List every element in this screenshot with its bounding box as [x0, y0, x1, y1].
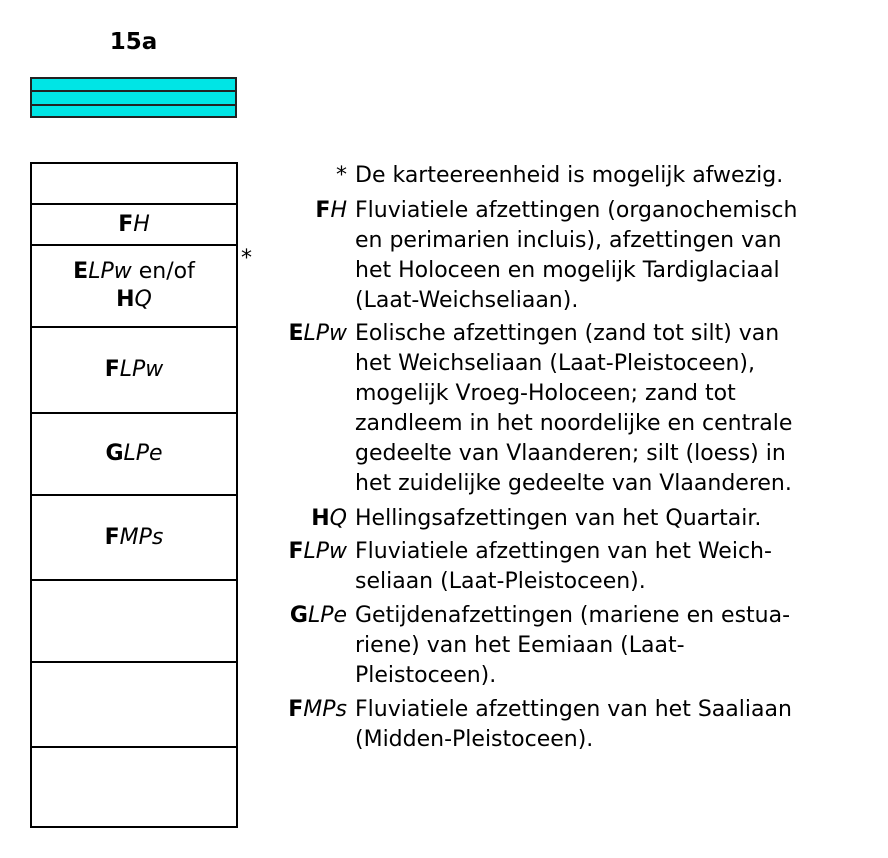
legend-code: ELPw: [288, 321, 347, 346]
legend-code: FLPw: [288, 539, 347, 564]
swatch-line: [32, 90, 235, 92]
stratigraphic-column: [30, 162, 238, 828]
legend-code: GLPe: [289, 603, 347, 628]
water-layer-swatch: [30, 77, 237, 118]
layer-cell-fh: [32, 205, 236, 246]
legend-description: Fluviatiele afzettingen van het Weich- seliaan (Laat-Pleistoceen).: [355, 539, 772, 594]
layer-code-bold: G: [105, 441, 124, 466]
legend-description: Hellingsafzettingen van het Quartair.: [355, 506, 762, 531]
legend-description: Fluviatiele afzettingen van het Saaliaan (Midden-Pleistoceen).: [355, 697, 792, 752]
diagram-title: 15a: [109, 29, 158, 55]
layer-cell-flpw: [32, 328, 236, 414]
layer-cell-7: [32, 581, 236, 663]
legend-description: De karteereenheid is mogelijk afwezig.: [355, 163, 784, 188]
optional-unit-asterisk: *: [241, 246, 252, 271]
layer-cell-fmps: [32, 496, 236, 581]
legend-code: FMPs: [288, 697, 347, 722]
layer-code-bold: F: [118, 211, 134, 237]
layer-code-italic: MPs: [119, 524, 164, 550]
layer-code-italic: Q: [134, 287, 152, 312]
layer-cell-9: [32, 748, 236, 826]
layer-code-bold: H: [116, 287, 135, 312]
layer-code-italic: LPw: [88, 259, 132, 284]
legend-code: *: [336, 163, 347, 188]
layer-cell-1: [32, 164, 236, 205]
legend-description: Fluviatiele afzettingen (organochemisch en perimarien incluis), afzettingen van het Holoceen en mogelijk Tardiglaciaal (Laat-Weichseliaan).: [355, 198, 798, 313]
layer-code-italic: LPe: [123, 441, 163, 466]
legend-code: HQ: [311, 506, 347, 531]
legend-code: FH: [315, 198, 347, 223]
layer-code-suffix: en/of: [131, 259, 195, 284]
layer-code-bold: F: [104, 357, 120, 382]
layer-code-bold: F: [104, 524, 120, 550]
layer-code-italic: H: [133, 211, 150, 237]
layer-cell-elpw-hq: [32, 246, 236, 328]
layer-code-italic: LPw: [119, 357, 164, 382]
legend-description: Eolische afzettingen (zand tot silt) van het Weichseliaan (Laat-Pleistoceen), mogelijk Vroeg-Holoceen; zand tot zandleem in het noordelijke en centrale gedeelte van Vlaanderen; silt (loess) in het zuidelijke gedeelte van Vlaanderen.: [355, 321, 793, 496]
layer-code-bold: E: [73, 259, 89, 284]
layer-cell-8: [32, 663, 236, 748]
legend-description: Getijdenafzettingen (mariene en estua- riene) van het Eemiaan (Laat- Pleistoceen).: [355, 603, 791, 688]
swatch-line: [32, 104, 235, 106]
layer-cell-glpe: [32, 414, 236, 496]
